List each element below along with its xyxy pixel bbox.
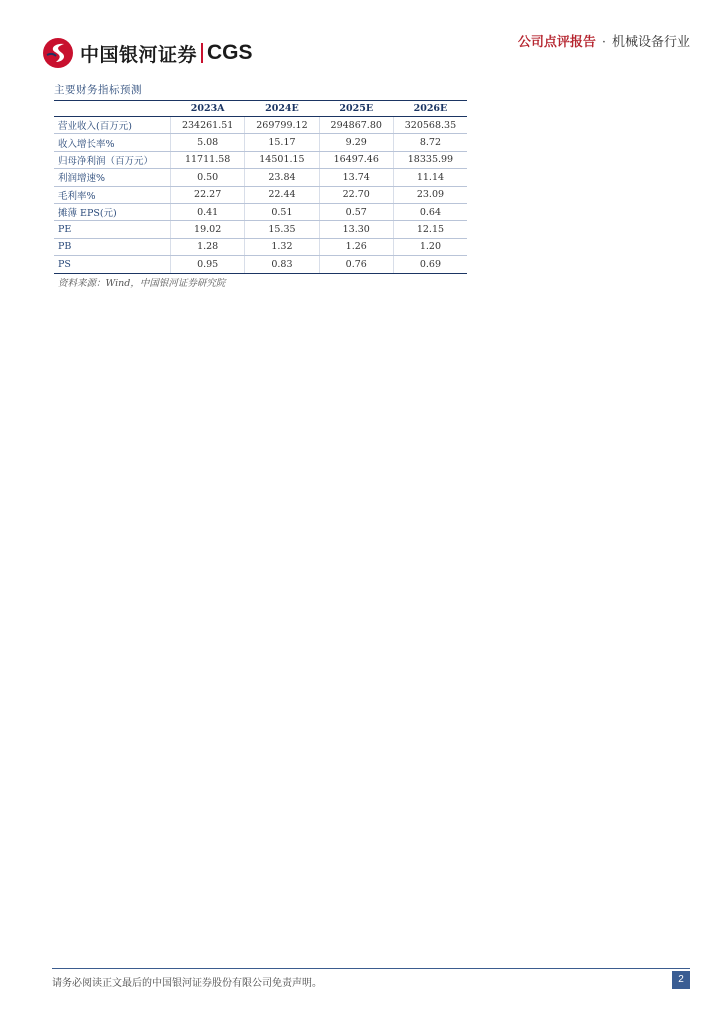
table-cell: 9.29 xyxy=(319,134,393,151)
data-source-note: 资料来源：Wind，中国银河证券研究院 xyxy=(58,278,226,289)
table-header-cell: 2024E xyxy=(245,101,319,117)
table-cell: 320568.35 xyxy=(393,117,467,134)
table-cell: 15.35 xyxy=(245,221,319,238)
row-label: 收入增长率% xyxy=(54,134,171,151)
table-cell: 15.17 xyxy=(245,134,319,151)
table-cell: 1.20 xyxy=(393,238,467,255)
industry-label: 机械设备行业 xyxy=(611,35,690,50)
table-row xyxy=(54,117,467,134)
table-cell: 5.08 xyxy=(171,134,245,151)
table-cell: 0.83 xyxy=(245,256,319,273)
logo-chinese-name: 中国银河证券 xyxy=(80,43,198,66)
table-cell: 0.50 xyxy=(171,169,245,186)
table-cell: 22.70 xyxy=(319,186,393,203)
report-type-label xyxy=(518,31,690,50)
table-cell: 0.69 xyxy=(393,256,467,273)
table-cell: 8.72 xyxy=(393,134,467,151)
table-header-row xyxy=(54,101,467,117)
table-cell: 13.74 xyxy=(319,169,393,186)
row-label: 归母净利润（百万元） xyxy=(54,151,171,168)
table-header-cell: 2023A xyxy=(171,101,245,117)
table-cell: 23.09 xyxy=(393,186,467,203)
cgs-logo-icon xyxy=(42,37,74,69)
table-cell: 0.51 xyxy=(245,203,319,220)
table-header-cell: 2026E xyxy=(393,101,467,117)
forecast-table-container xyxy=(54,100,467,274)
row-label: 毛利率% xyxy=(54,186,171,203)
report-type: 公司点评报告 xyxy=(517,35,596,50)
table-cell: 22.44 xyxy=(245,186,319,203)
table-title: 主要财务指标预测 xyxy=(54,84,142,96)
table-row xyxy=(54,151,467,168)
table-cell: 19.02 xyxy=(171,221,245,238)
table-row xyxy=(54,134,467,151)
table-row xyxy=(54,186,467,203)
table-header-cell: 2025E xyxy=(319,101,393,117)
row-label: 营业收入(百万元) xyxy=(54,117,171,134)
table-cell: 11.14 xyxy=(393,169,467,186)
logo-divider xyxy=(201,43,203,63)
footer-disclaimer: 请务必阅读正文最后的中国银河证券股份有限公司免责声明。 xyxy=(52,978,322,989)
table-cell: 269799.12 xyxy=(245,117,319,134)
footer-divider xyxy=(52,968,690,969)
table-cell: 0.41 xyxy=(171,203,245,220)
table-row xyxy=(54,203,467,220)
logo-english-name: CGS xyxy=(207,41,253,64)
row-label: PE xyxy=(54,221,171,238)
table-header-cell xyxy=(54,101,171,117)
table-cell: 11711.58 xyxy=(171,151,245,168)
table-cell: 234261.51 xyxy=(171,117,245,134)
row-label: 摊薄 EPS(元) xyxy=(54,203,171,220)
table-cell: 0.64 xyxy=(393,203,467,220)
table-cell: 13.30 xyxy=(319,221,393,238)
report-type-separator: · xyxy=(601,35,606,50)
row-label: PB xyxy=(54,238,171,255)
table-cell: 12.15 xyxy=(393,221,467,238)
table-row xyxy=(54,256,467,273)
table-cell: 14501.15 xyxy=(245,151,319,168)
row-label: 利润增速% xyxy=(54,169,171,186)
table-cell: 18335.99 xyxy=(393,151,467,168)
table-cell: 0.76 xyxy=(319,256,393,273)
table-row xyxy=(54,238,467,255)
table-cell: 0.95 xyxy=(171,256,245,273)
table-cell: 294867.80 xyxy=(319,117,393,134)
table-row xyxy=(54,169,467,186)
table-row xyxy=(54,221,467,238)
financial-forecast-table xyxy=(54,100,467,274)
table-cell: 1.28 xyxy=(171,238,245,255)
company-logo xyxy=(42,36,253,70)
table-cell: 23.84 xyxy=(245,169,319,186)
table-cell: 22.27 xyxy=(171,186,245,203)
table-cell: 1.26 xyxy=(319,238,393,255)
table-cell: 1.32 xyxy=(245,238,319,255)
row-label: PS xyxy=(54,256,171,273)
page-number: 2 xyxy=(672,971,690,989)
table-cell: 0.57 xyxy=(319,203,393,220)
table-cell: 16497.46 xyxy=(319,151,393,168)
